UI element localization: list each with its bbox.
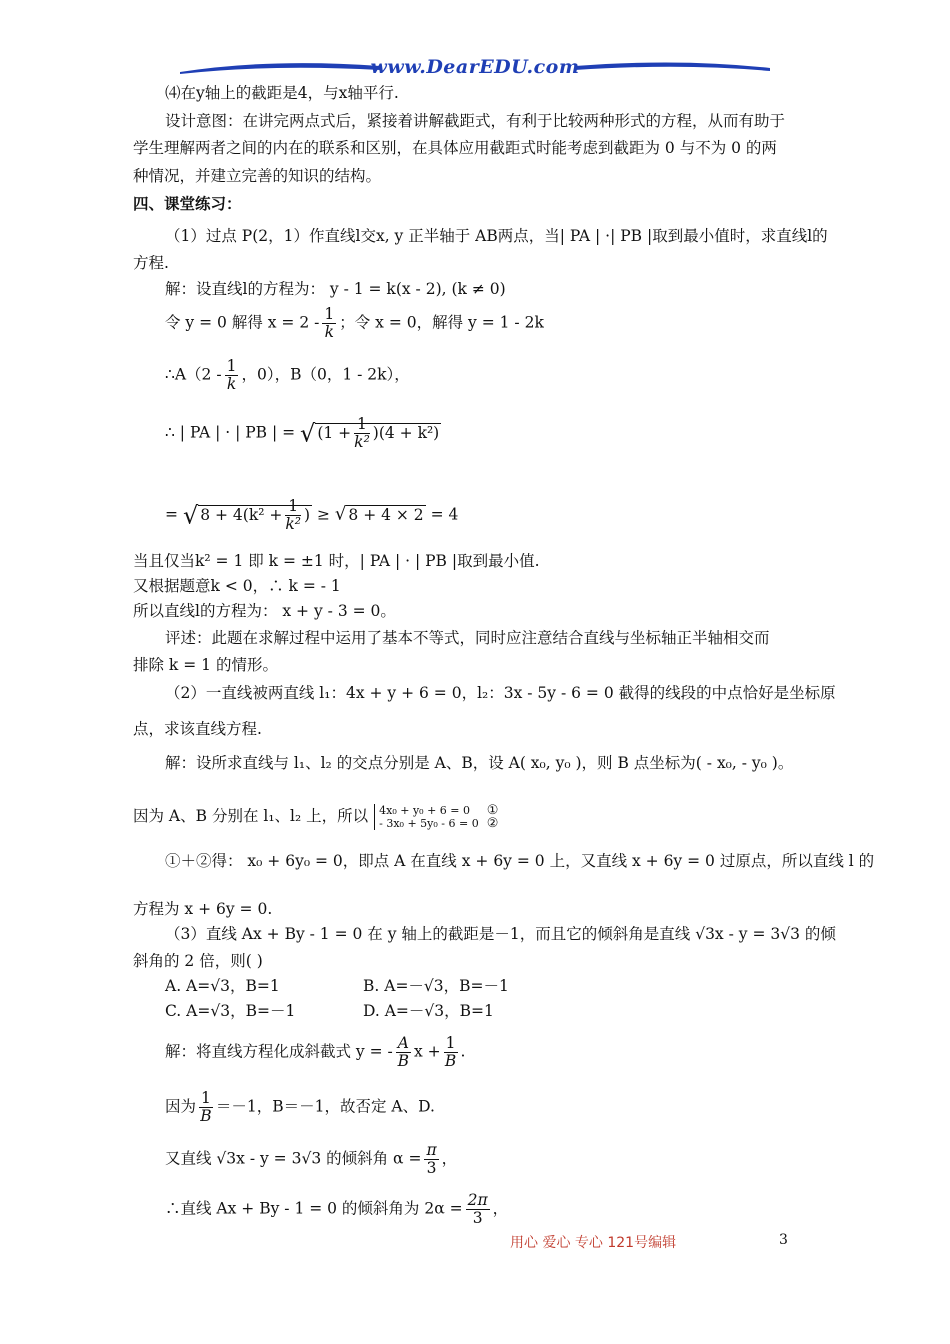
- page-number: 3: [779, 1232, 788, 1248]
- radical-sign: √: [334, 503, 347, 525]
- solution-1-line-2: 令 y = 0 解得 x = 2 - $\frac{1}{k}$ ；令 x = 0，解得 y = 1 - 2k: [165, 305, 544, 342]
- solution-1-line-6: 当且仅当k² = 1 即 k = ±1 时，| PA | · | PB |取到最小值.: [133, 552, 540, 570]
- solution-1-line-5: = √ 8 + 4(k² + $\frac{1}{\text{k²}}$ ) ≥ √ 8 + 4 × 2 = 4: [165, 497, 459, 534]
- equation-markers: ① ②: [486, 803, 499, 831]
- option-a: A. A=√3，B=1: [165, 977, 280, 995]
- solution-1-line-7: 又根据题意k < 0，∴ k = - 1: [133, 577, 341, 595]
- solution-2-line-2: 因为 A、B 分别在 l₁、l₂ 上，所以 4x₀ + y₀ + 6 = 0 - 3x₀ + 5y₀ - 6 = 0 ① ②: [133, 803, 499, 831]
- solution-1-line-8: 所以直线l的方程为： x + y - 3 = 0。: [133, 602, 396, 620]
- option-d: D. A=－√3，B=1: [363, 1002, 494, 1020]
- item-4: ⑷在y轴上的截距是4，与x轴平行.: [165, 84, 399, 102]
- design-intent-line-2: 学生理解两者之间的内在的联系和区别，在具体应用截距式时能考虑到截距为 0 与不为 0 的两: [133, 139, 777, 157]
- radical-sign: √: [182, 501, 199, 530]
- option-c: C. A=√3，B=－1: [165, 1002, 296, 1020]
- solution-3-line-4: ∴直线 Ax + By - 1 = 0 的倾斜角为 2α = $\frac{2\pi}{3}$ ，: [165, 1191, 509, 1228]
- fraction: $\frac{\pi}{3}$: [426, 1141, 437, 1178]
- option-b: B. A=－√3，B=－1: [363, 977, 509, 995]
- radicand: (1 + $\frac{1}{\text{k²}}$ )(4 + k²): [317, 415, 440, 452]
- section-heading: 四、课堂练习：: [133, 195, 242, 213]
- footer-text: 用心 爱心 专心 121号编辑: [510, 1235, 677, 1251]
- radicand: 8 + 4(k² + $\frac{1}{\text{k²}}$ ): [200, 497, 311, 534]
- solution-3-line-1: 解：将直线方程化成斜截式 y = - $\frac{A}{B}$ x + $\frac{1}{B}$ .: [165, 1034, 466, 1071]
- fraction: $\frac{1}{k}$: [324, 305, 335, 342]
- solution-1-line-4: ∴ | PA | · | PB | = √ (1 + $\frac{1}{\text{k²}}$ )(4 + k²): [165, 415, 440, 452]
- question-3-line-2: 斜角的 2 倍，则( ): [133, 952, 263, 970]
- solution-3-line-2: 因为 $\frac{1}{B}$ ＝－1，B＝－1，故否定 A、D.: [165, 1089, 435, 1126]
- comment-line-2: 排除 k = 1 的情形。: [133, 656, 278, 674]
- fraction: $\frac{1}{B}$: [200, 1089, 212, 1126]
- fraction: $\frac{1}{k}$: [226, 357, 237, 394]
- question-3-line-1: （3）直线 Ax + By - 1 = 0 在 y 轴上的截距是－1，而且它的倾斜角是直线 √3x - y = 3√3 的倾: [165, 925, 836, 943]
- equation-system: 4x₀ + y₀ + 6 = 0 - 3x₀ + 5y₀ - 6 = 0: [374, 804, 479, 830]
- question-1-line-1: （1）过点 P(2，1）作直线l交x, y 正半轴于 AB两点，当| PA | ·| PB |取到最小值时，求直线l的: [165, 227, 828, 245]
- comment-line-1: 评述：此题在求解过程中运用了基本不等式，同时应注意结合直线与坐标轴正半轴相交而: [165, 629, 770, 647]
- fraction: $\frac{1}{B}$: [444, 1034, 457, 1071]
- site-url: www.DearEDU.com: [370, 56, 580, 78]
- fraction: $\frac{A}{B}$: [397, 1034, 410, 1071]
- solution-1-line-3: ∴A（2 - $\frac{1}{k}$ ，0），B（0，1 - 2k），: [165, 357, 410, 394]
- design-intent-line-1: 设计意图：在讲完两点式后，紧接着讲解截距式，有利于比较两种形式的方程，从而有助于: [165, 112, 786, 130]
- fraction: $\frac{2\pi}{3}$: [467, 1191, 488, 1228]
- solution-1-line-1: 解：设直线l的方程为： y - 1 = k(x - 2), (k ≠ 0): [165, 280, 506, 298]
- question-2-line-2: 点，求该直线方程.: [133, 720, 262, 738]
- radical-sign: √: [300, 419, 316, 448]
- solution-2-line-4: 方程为 x + 6y = 0.: [133, 900, 273, 918]
- question-1-line-2: 方程.: [133, 254, 169, 272]
- solution-2-line-1: 解：设所求直线与 l₁、l₂ 的交点分别是 A、B，设 A( x₀, y₀ )，则 B 点坐标为( - x₀, - y₀ )。: [165, 754, 794, 772]
- design-intent-line-3: 种情况，并建立完善的知识的结构。: [133, 167, 382, 185]
- solution-2-line-3: ①＋②得： x₀ + 6y₀ = 0，即点 A 在直线 x + 6y = 0 上，又直线 x + 6y = 0 过原点，所以直线 l 的: [165, 852, 875, 870]
- solution-3-line-3: 又直线 √3x - y = 3√3 的倾斜角 α = $\frac{\pi}{3}$ ，: [165, 1141, 458, 1178]
- question-2-line-1: （2）一直线被两直线 l₁：4x + y + 6 = 0，l₂：3x - 5y - 6 = 0 截得的线段的中点恰好是坐标原: [165, 684, 836, 702]
